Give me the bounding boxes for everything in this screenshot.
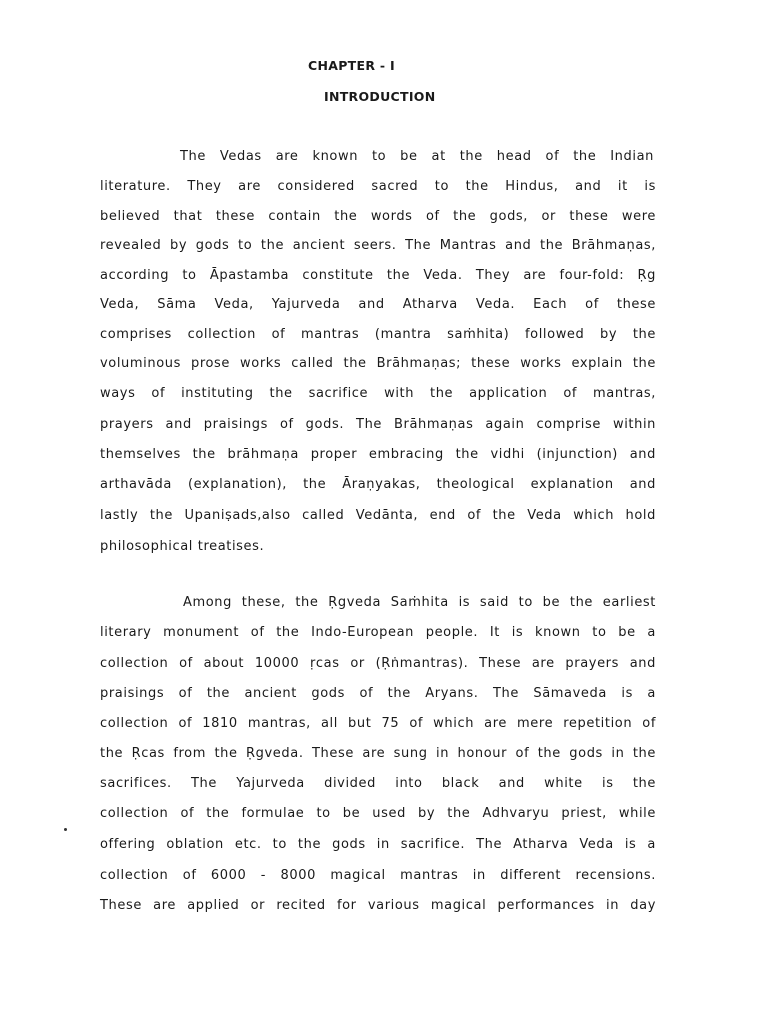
text-line: comprises collection of mantras (mantra saṁhita) followed by the — [100, 327, 656, 342]
text-line: lastly the Upaniṣads,also called Vedānta, end of the Veda which hold — [100, 508, 656, 523]
text-line: collection of 6000 - 8000 magical mantras in different recensions. — [100, 868, 656, 883]
chapter-heading: CHAPTER - I — [308, 58, 396, 73]
text-line: prayers and praisings of gods. The Brāhmaṇas again comprise within — [100, 417, 656, 432]
text-line: themselves the brāhmaṇa proper embracing the vidhi (injunction) and — [100, 447, 656, 462]
text-line: Veda, Sāma Veda, Yajurveda and Atharva Veda. Each of these — [100, 297, 656, 312]
text-line: collection of about 10000 ṛcas or (Ṛṅmantras). These are prayers and — [100, 656, 656, 671]
text-line: These are applied or recited for various magical performances in day — [100, 898, 656, 913]
text-line: revealed by gods to the ancient seers. The Mantras and the Brāhmaṇas, — [100, 238, 656, 253]
scan-speck — [64, 828, 67, 831]
text-line: according to Āpastamba constitute the Veda. They are four-fold: Ṛg — [100, 268, 656, 283]
text-line: sacrifices. The Yajurveda divided into black and white is the — [100, 776, 656, 791]
text-line: literary monument of the Indo-European people. It is known to be a — [100, 625, 656, 640]
text-line: literature. They are considered sacred to the Hindus, and it is — [100, 179, 656, 194]
text-line: Among these, the Ṛgveda Saṁhita is said to be the earliest — [183, 595, 656, 610]
text-line: The Vedas are known to be at the head of the Indian — [180, 149, 654, 164]
text-line: philosophical treatises. — [100, 539, 265, 554]
text-line: the Ṛcas from the Ṛgveda. These are sung in honour of the gods in the — [100, 746, 656, 761]
section-heading: INTRODUCTION — [324, 89, 436, 104]
text-line: collection of the formulae to be used by the Adhvaryu priest, while — [100, 806, 656, 821]
text-line: praisings of the ancient gods of the Aryans. The Sāmaveda is a — [100, 686, 656, 701]
text-line: arthavāda (explanation), the Āraṇyakas, theological explanation and — [100, 477, 656, 492]
text-line: collection of 1810 mantras, all but 75 of which are mere repetition of — [100, 716, 656, 731]
text-line: offering oblation etc. to the gods in sacrifice. The Atharva Veda is a — [100, 837, 656, 852]
text-line: ways of instituting the sacrifice with the application of mantras, — [100, 386, 656, 401]
text-line: believed that these contain the words of the gods, or these were — [100, 209, 656, 224]
text-line: voluminous prose works called the Brāhmaṇas; these works explain the — [100, 356, 656, 371]
